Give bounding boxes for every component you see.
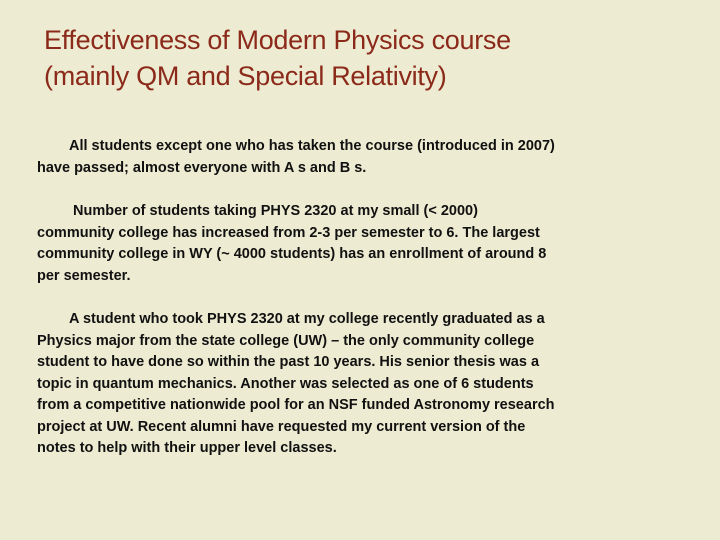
paragraph-enrollment xyxy=(37,201,677,287)
paragraph-line: Physics major from the state college (UW) – the only community college xyxy=(37,332,535,349)
slide-title xyxy=(44,22,684,94)
paragraph-line: community college in WY (~ 4000 students) has an enrollment of around 8 xyxy=(37,246,547,262)
paragraph-line: have passed; almost everyone with A s and B s. xyxy=(37,159,367,176)
paragraph-line: A student who took PHYS 2320 at my college recently graduated as a xyxy=(69,311,545,327)
paragraph-line: Number of students taking PHYS 2320 at my small (< 2000) xyxy=(73,203,478,219)
paragraph-line: student to have done so within the past 10 years. His senior thesis was a xyxy=(37,354,540,370)
paragraph-line: from a competitive nationwide pool for an NSF funded Astronomy research xyxy=(37,397,555,413)
paragraph-line: All students except one who has taken the course (introduced in 2007) xyxy=(69,138,555,154)
paragraph-line: project at UW. Recent alumni have requested my current version of the xyxy=(37,418,526,435)
paragraph-pass-rate xyxy=(37,136,677,179)
slide-title-line-1: Effectiveness of Modern Physics course xyxy=(44,25,511,55)
paragraph-line: topic in quantum mechanics. Another was selected as one of 6 students xyxy=(37,375,534,392)
slide-body xyxy=(37,136,677,482)
paragraph-line: community college has increased from 2-3 per semester to 6. The largest xyxy=(37,224,540,241)
paragraph-line: notes to help with their upper level classes. xyxy=(37,440,337,456)
slide-title-line-2: (mainly QM and Special Relativity) xyxy=(44,61,447,91)
paragraph-line: per semester. xyxy=(37,267,131,284)
paragraph-student-outcomes xyxy=(37,309,677,460)
